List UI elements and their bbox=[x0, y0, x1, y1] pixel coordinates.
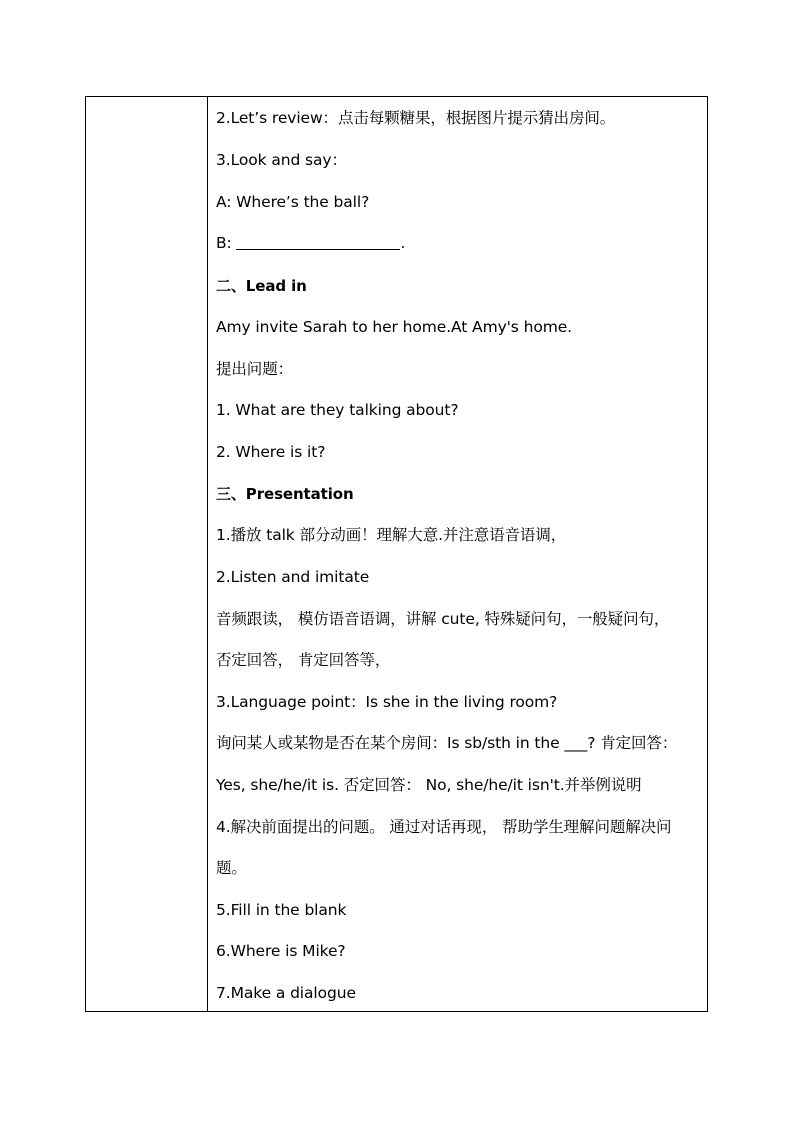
step-where-is-mike: 6.Where is Mike? bbox=[216, 942, 346, 960]
step-look-and-say: 3.Look and say： bbox=[216, 151, 347, 169]
column-divider bbox=[207, 97, 208, 1011]
lead-in-text: Amy invite Sarah to her home.At Amy's home. bbox=[216, 318, 572, 336]
left-column-cell bbox=[86, 97, 207, 1011]
step-lets-review: 2.Let’s review：点击每颗糖果，根据图片提示猜出房间。 bbox=[216, 109, 616, 127]
section-heading-lead-in: 二、Lead in bbox=[216, 277, 307, 295]
right-column-cell bbox=[216, 97, 702, 1011]
section-heading-presentation: 三、Presentation bbox=[216, 485, 354, 503]
answer-examples-text: Yes, she/he/it is. 否定回答： No, she/he/it isn't.并举例说明 bbox=[216, 776, 642, 794]
answer-prefix: B: bbox=[216, 234, 237, 252]
audio-follow-text-cont: 否定回答， 肯定回答等， bbox=[216, 651, 391, 669]
ask-location-text: 询问某人或某物是否在某个房间：Is sb/sth in the ___? 肯定回答： bbox=[216, 734, 678, 752]
audio-follow-text: 音频跟读， 模仿语音语调，讲解 cute, 特殊疑问句，一般疑问句， bbox=[216, 610, 670, 628]
dialogue-question: A: Where’s the ball? bbox=[216, 193, 370, 211]
step-make-dialogue: 7.Make a dialogue bbox=[216, 984, 356, 1002]
step-language-point: 3.Language point：Is she in the living room? bbox=[216, 693, 558, 711]
step-solve-questions: 4.解决前面提出的问题。 通过对话再现， 帮助学生理解问题解决问 bbox=[216, 818, 672, 836]
step-play-animation: 1.播放 talk 部分动画！理解大意.并注意语音语调， bbox=[216, 526, 567, 544]
step-listen-imitate: 2.Listen and imitate bbox=[216, 568, 370, 586]
step-solve-questions-cont: 题。 bbox=[216, 859, 247, 877]
answer-period: . bbox=[400, 234, 406, 252]
lesson-table bbox=[85, 96, 708, 1012]
answer-blank bbox=[236, 235, 400, 250]
dialogue-answer bbox=[216, 233, 405, 253]
step-fill-blank: 5.Fill in the blank bbox=[216, 901, 347, 919]
ask-questions-label: 提出问题： bbox=[216, 360, 294, 378]
question-1: 1. What are they talking about? bbox=[216, 401, 459, 419]
question-2: 2. Where is it? bbox=[216, 443, 326, 461]
